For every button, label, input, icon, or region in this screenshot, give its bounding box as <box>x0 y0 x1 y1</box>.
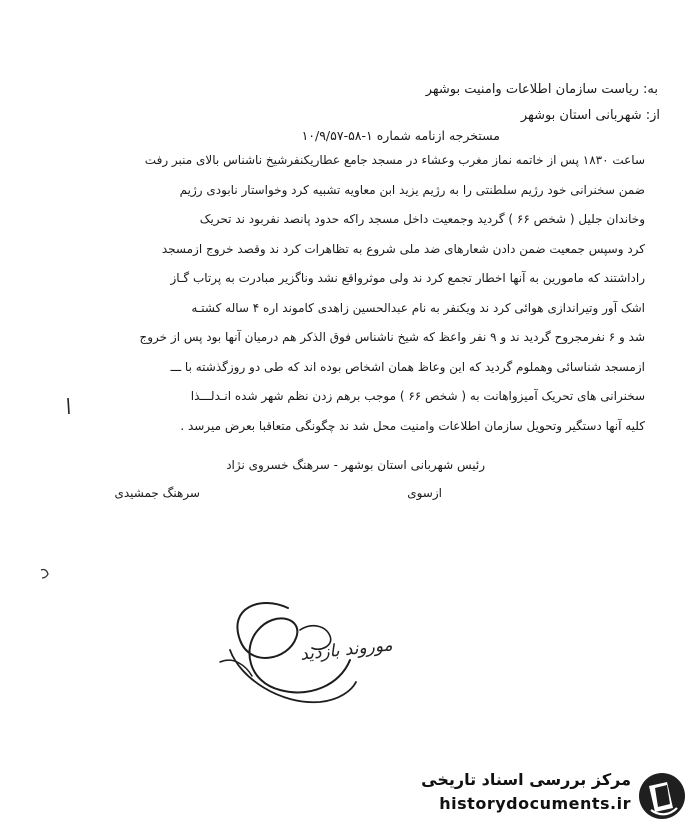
body-line: کرد وسپس جمعیت ضمن دادن شعارهای ضد ملی شروع به تظاهرات کرد ند وقصد خروج ازمسجد <box>161 241 645 256</box>
margin-stray-mark <box>38 566 52 582</box>
watermark-url: historydocuments.ir <box>439 794 631 813</box>
body-line: اشک آور وتیراندازی هوائی کرد ند ویکنفر به نام عبدالحسین زاهدی کاموند اره ۴ ساله کشتـه <box>191 300 645 315</box>
body-line: شد و ۶ نفرمجروح گردید ند و ۹ نفر واعظ که شیخ ناشناس فوق الذکر هم درمیان آنها بود پس از خروج <box>139 330 645 344</box>
body-line: ازمسجد شناسائی وهملوم گردید که این وعاظ همان اشخاص بوده اند که طی دو روزگذشته با ـــ <box>170 359 645 374</box>
body-line: راداشتند که مامورین به آنها اخطار تجمع کرد ند ولی موثرواقع نشد وناگزیر مبادرت به پرتاب گـاز <box>170 271 645 285</box>
handwritten-signature <box>200 590 375 715</box>
watermark-title: مرکز بررسی اسناد تاریخی <box>421 770 631 789</box>
archive-watermark <box>405 768 695 824</box>
handwritten-note: موروند بازدید <box>299 635 394 665</box>
body-line: وخاندان جلیل ( شخص ۶۶ ) گردید وجمعیت داخل مسجد راکه حدود پانصد نفربود ند تحریک <box>199 212 645 226</box>
letter-body <box>65 146 645 441</box>
body-line: کلیه آنها دستگیر وتحویل سازمان اطلاعات وامنیت محل شد ند چگونگی متعاقبا بعرض میرسد . <box>180 418 645 433</box>
signature-title: رئیس شهربانی استان بوشهر - سرهنگ خسروی نژاد <box>226 458 485 472</box>
body-line: سخنرانی های تحریک آمیزواهانت به ( شخص ۶۶ ) موجب برهم زدن نظم شهر شده انـدلـــذا <box>190 389 645 403</box>
margin-tick-mark <box>62 396 74 418</box>
archive-logo-icon <box>637 770 687 822</box>
signature-name: سرهنگ جمشیدی <box>114 486 200 500</box>
body-line: ساعت ۱۸۳۰ پس از خاتمه نماز مغرب وعشاء در مسجد جامع عطاریکنفرشیخ ناشناس بالای منبر رفت <box>144 153 645 167</box>
sender-line: از: شهربانی استان بوشهر <box>520 108 660 123</box>
body-line: ضمن سخنرانی خود رژیم سلطنتی را به رژیم یزید ابن معاویه تشبیه کرد وخواستار نابودی رژیم <box>179 182 645 197</box>
signature-from: ازسوی <box>407 486 442 500</box>
reference-line: مستخرجه ازنامه شماره ۱-۵۸-۱۰/۹/۵۷ <box>301 128 500 143</box>
recipient-line: به: ریاست سازمان اطلاعات وامنیت بوشهر <box>425 82 658 97</box>
